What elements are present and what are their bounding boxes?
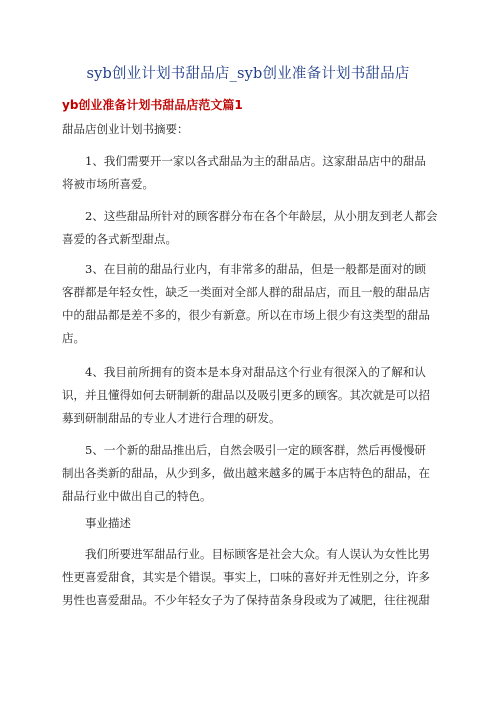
section-heading: yb创业准备计划书甜品店范文篇1 [62,98,243,112]
description-paragraph [62,543,440,612]
subheading: 事业描述 [85,516,131,530]
paragraph-5 [62,439,440,508]
paragraph-3 [62,258,440,350]
paragraph-line: 甜品行业中做出自己的特色。 [62,489,212,503]
paragraph-line: 5、一个新的甜品推出后，自然会吸引一定的顾客群，然后再慢慢研 [85,443,426,457]
paragraph-line: 将被市场所喜爱。 [62,177,154,191]
paragraph-line: 客群都是年轻女性，缺乏一类面对全部人群的甜品店，而且一般的甜品店 [62,285,430,299]
paragraph-line: 4、我目前所拥有的资本是本身对甜品这个行业有很深入的了解和认 [85,365,426,379]
paragraph-line: 男性也喜爱甜品。不少年轻女子为了保持苗条身段或为了减肥，往往视甜 [62,593,430,607]
paragraph-line: 性更喜爱甜食，其实是个错误。事实上，口味的喜好并无性别之分，许多 [62,570,430,584]
paragraph-1 [62,150,440,196]
paragraph-line: 制出各类新的甜品，从少到多，做出越来越多的属于本店特色的甜品，在 [62,466,430,480]
paragraph-line: 3、在目前的甜品行业内，有非常多的甜品，但是一般都是面对的顾 [85,262,426,276]
paragraph-line: 2、这些甜品所针对的顾客群分布在各个年龄层，从小朋友到老人都会 [85,209,438,223]
paragraph-4 [62,361,440,430]
intro-line: 甜品店创业计划书摘要： [62,122,189,136]
document-title: syb创业计划书甜品店_syb创业准备计划书甜品店 [86,66,410,82]
paragraph-2 [62,205,440,251]
paragraph-line: 喜爱的各式新型甜点。 [62,232,177,246]
paragraph-line: 1、我们需要开一家以各式甜品为主的甜品店。这家甜品店中的甜品 [85,154,426,168]
paragraph-line: 店。 [62,331,85,345]
paragraph-line: 我们所要进军甜品行业。目标顾客是社会大众。有人误认为女性比男 [85,547,430,561]
paragraph-line: 募到研制甜品的专业人才进行合理的研发。 [62,411,281,425]
paragraph-line: 识，并且懂得如何去研制新的甜品以及吸引更多的顾客。其次就是可以招 [62,388,430,402]
paragraph-line: 中的甜品都是差不多的，很少有新意。所以在市场上很少有这类型的甜品 [62,308,430,322]
